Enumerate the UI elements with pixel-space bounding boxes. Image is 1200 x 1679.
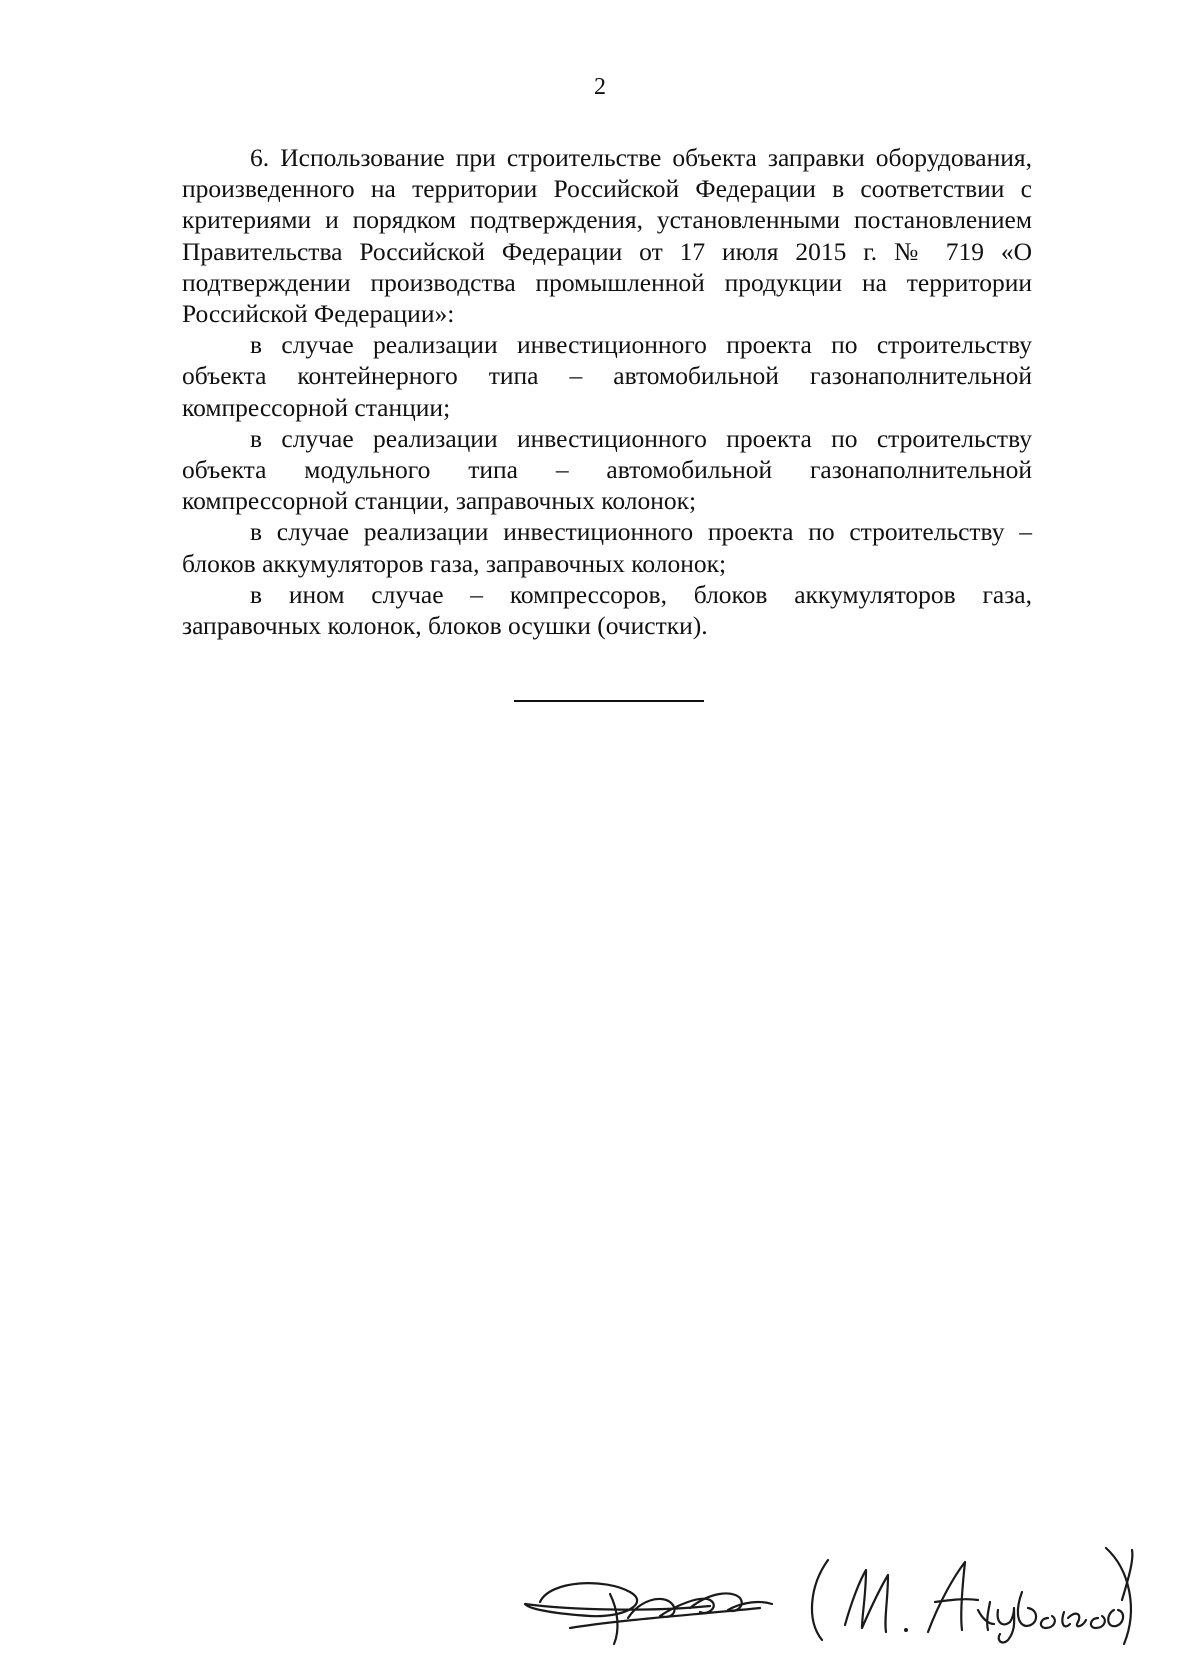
body-text xyxy=(182,142,1032,641)
paragraph-item-6: 6. Использование при строительстве объекта заправки оборудования, произведенного на территории Российской Федерации в соответствии с критериями и порядком подтверждения, установленными постановлением Правительства Российской Федерации от 17 июля 2015 г. № 719 «О подтверждении производства промышленной продукции на территории Российской Федерации»: xyxy=(182,143,1032,329)
signature-flourish xyxy=(525,1583,710,1616)
paragraph-construction: в случае реализации инвестиционного проекта по строительству – блоков аккумуляторов газа, заправочных колонок; xyxy=(182,517,1032,578)
signature-name xyxy=(812,1560,828,1640)
paragraph-other-case: в ином случае – компрессоров, блоков аккумуляторов газа, заправочных колонок, блоков осушки (очистки). xyxy=(182,579,1032,641)
handwritten-signature xyxy=(510,1540,1140,1650)
paragraph-modular-type: в случае реализации инвестиционного проекта по строительству объекта модульного типа – автомобильной газонаполнительной компрессорной станции, заправочных колонок; xyxy=(182,423,1032,516)
end-separator-line xyxy=(514,700,704,702)
page-number: 2 xyxy=(594,74,606,100)
paragraph-container-type: в случае реализации инвестиционного проекта по строительству объекта контейнерного типа – автомобильной газонаполнительной компрессорной станции; xyxy=(182,330,1032,422)
